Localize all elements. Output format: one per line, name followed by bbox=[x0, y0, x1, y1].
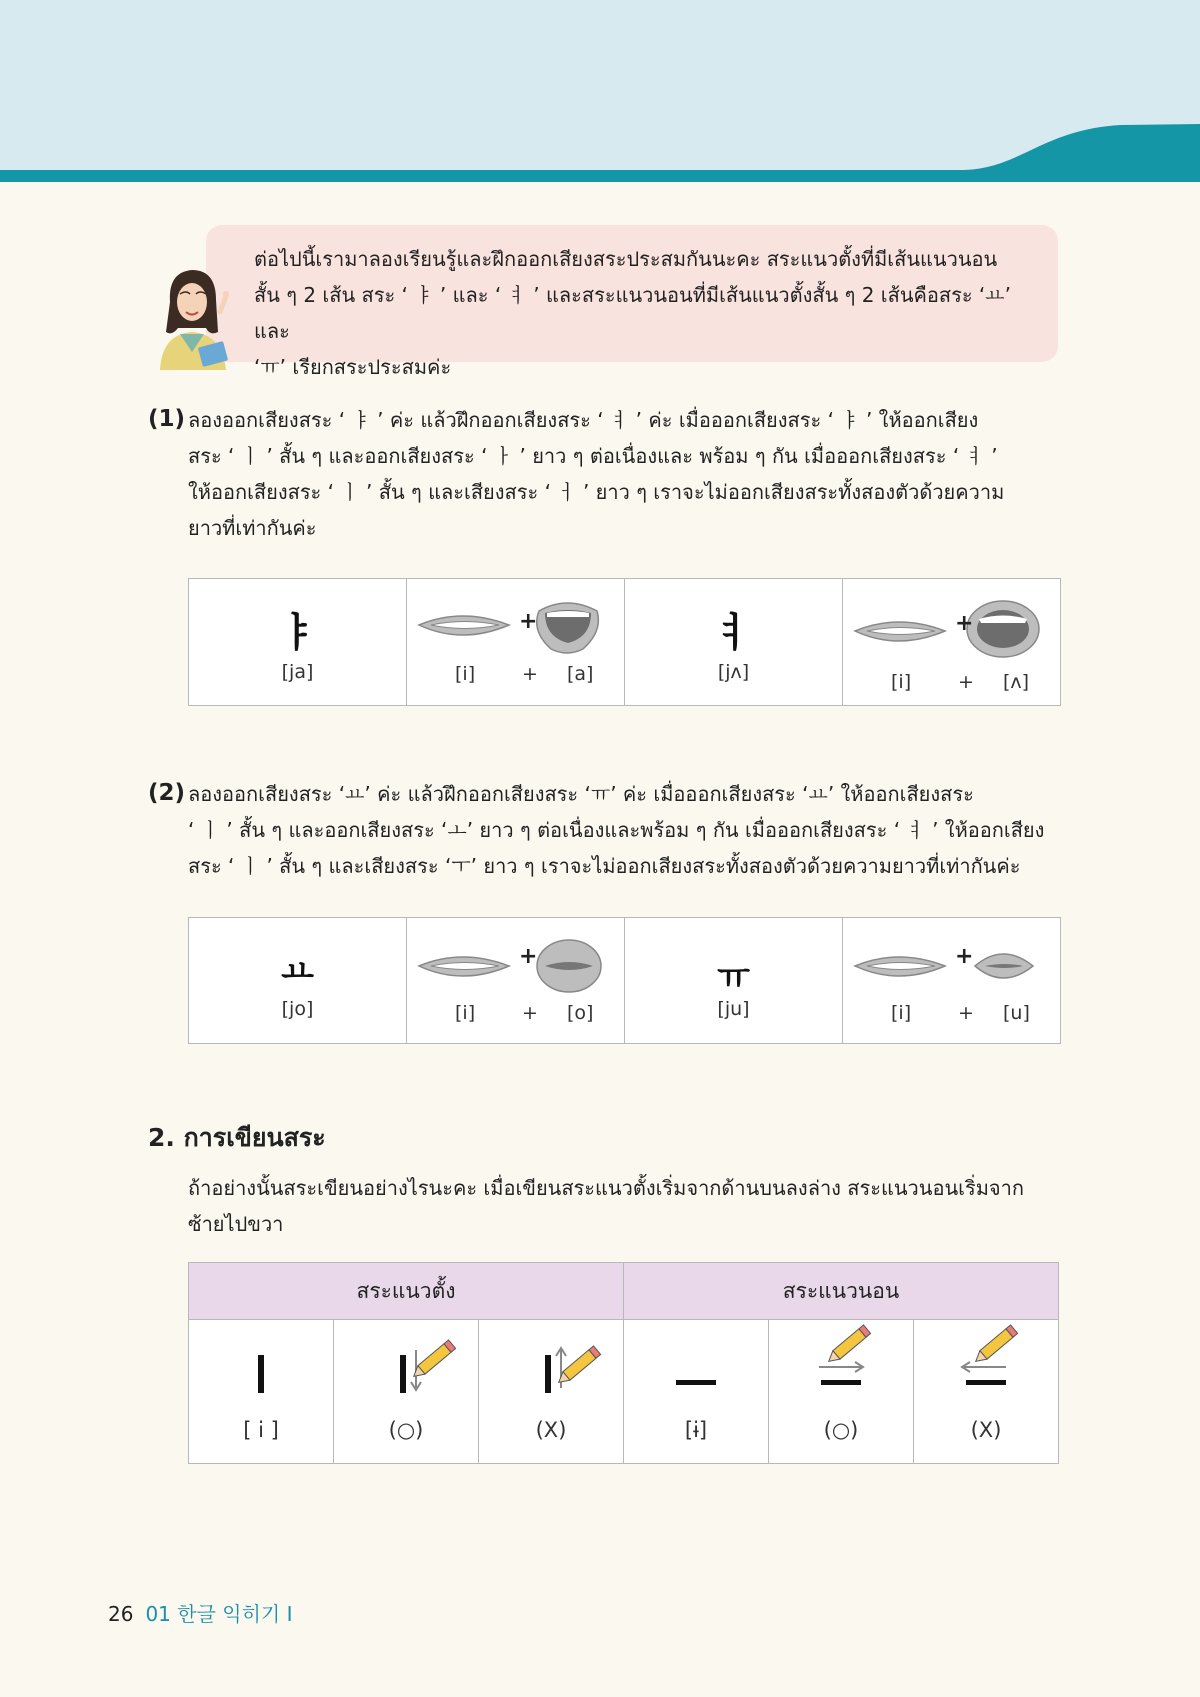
paragraph-line: ยาวที่เท่ากันค่ะ bbox=[188, 516, 317, 540]
ipa-second: [ʌ] bbox=[1003, 671, 1030, 693]
plus-sign: + bbox=[519, 944, 538, 969]
pencil-up-arrow-icon bbox=[479, 1320, 623, 1420]
plus-sign: + bbox=[955, 611, 974, 636]
mouth-combo-yeo bbox=[843, 579, 1061, 706]
writing-label: (○) bbox=[388, 1418, 424, 1442]
writing-text bbox=[188, 1170, 1088, 1242]
writing-cell-vertical-correct bbox=[334, 1320, 479, 1464]
vowel-ipa: [ju] bbox=[717, 998, 750, 1020]
pencil-right-arrow-icon bbox=[769, 1320, 913, 1420]
plus-sign: + bbox=[958, 1002, 974, 1024]
vowel-ipa: [jo] bbox=[281, 998, 314, 1020]
writing-cell-eu bbox=[624, 1320, 769, 1464]
plus-sign: + bbox=[519, 609, 538, 634]
mouth-shapes-icon bbox=[853, 597, 1053, 667]
vertical-stroke-icon bbox=[189, 1320, 333, 1420]
mouth-shapes-icon bbox=[417, 597, 617, 657]
ipa-first: [i] bbox=[455, 1002, 476, 1024]
mouth-shapes-icon bbox=[417, 938, 617, 998]
mouth-combo-yo bbox=[407, 918, 625, 1044]
section-1-text bbox=[188, 402, 1068, 546]
vowel-cell-ya bbox=[189, 579, 407, 706]
plus-sign: + bbox=[955, 944, 974, 969]
pencil-left-arrow-icon bbox=[914, 1320, 1058, 1420]
page-footer bbox=[108, 1598, 292, 1627]
vowel-glyph: ㅠ bbox=[717, 958, 750, 998]
section-1-number: (1) bbox=[148, 406, 186, 432]
intro-text bbox=[254, 241, 1044, 385]
vowel-cell-yu bbox=[625, 918, 843, 1044]
intro-line: ต่อไปนี้เรามาลองเรียนรู้และฝึกออกเสียงสระประสมกันนะคะ สระแนวตั้งที่มีเส้นแนวนอน bbox=[254, 247, 998, 271]
plus-sign: + bbox=[522, 663, 538, 685]
writing-label: (○) bbox=[823, 1418, 859, 1442]
vowel-ipa: [jʌ] bbox=[717, 661, 750, 683]
paragraph-line: สระ ‘ ㅣ ’ สั้น ๆ และเสียงสระ ‘ㅜ’ ยาว ๆ เราจะไม่ออกเสียงสระทั้งสองตัวด้วยความยาวที่เท่ากันค่ะ bbox=[188, 854, 1021, 878]
writing-cell-i bbox=[189, 1320, 334, 1464]
intro-line: ‘ㅠ’ เรียกสระประสมค่ะ bbox=[254, 355, 452, 379]
vowel-glyph: ㅕ bbox=[714, 610, 753, 656]
writing-label: [ɨ] bbox=[684, 1418, 708, 1442]
ipa-second: [u] bbox=[1003, 1002, 1030, 1024]
page-header-band bbox=[0, 0, 1200, 185]
ipa-second: [o] bbox=[567, 1002, 594, 1024]
writing-cell-horizontal-wrong bbox=[914, 1320, 1059, 1464]
intro-speech-bubble bbox=[206, 225, 1058, 379]
chapter-title: 01 한글 익히기 I bbox=[145, 1602, 293, 1626]
vowel-glyph: ㅛ bbox=[281, 952, 314, 992]
writing-label: (X) bbox=[970, 1418, 1002, 1442]
paragraph-line: ถ้าอย่างนั้นสระเขียนอย่างไรนะคะ เมื่อเขียนสระแนวตั้งเริ่มจากด้านบนลงล่าง สระแนวนอนเริ่มจาก bbox=[188, 1176, 1024, 1200]
section-2-text bbox=[188, 776, 1088, 884]
vowel-table-1 bbox=[188, 578, 1061, 706]
mouth-combo-ya bbox=[407, 579, 625, 706]
writing-label: [ i ] bbox=[243, 1418, 279, 1442]
ipa-first: [i] bbox=[891, 671, 912, 693]
ipa-second: [a] bbox=[567, 663, 594, 685]
vowel-cell-yeo bbox=[625, 579, 843, 706]
header-vertical-vowels: สระแนวตั้ง bbox=[189, 1263, 624, 1320]
paragraph-line: ลองออกเสียงสระ ‘ ㅑ ’ ค่ะ แล้วฝึกออกเสียงสระ ‘ ㅕ ’ ค่ะ เมื่อออกเสียงสระ ‘ ㅑ ’ ให้ออกเสียง bbox=[188, 408, 979, 432]
writing-label: (X) bbox=[535, 1418, 567, 1442]
paragraph-line: สระ ‘ ㅣ ’ สั้น ๆ และออกเสียงสระ ‘ ㅏ ’ ยาว ๆ ต่อเนื่องและ พร้อม ๆ กัน เมื่อออกเสียงสระ ‘ ㅕ ’ bbox=[188, 444, 998, 468]
plus-sign: + bbox=[522, 1002, 538, 1024]
writing-table bbox=[188, 1262, 1059, 1464]
section-heading: 2. การเขียนสระ bbox=[148, 1123, 326, 1152]
ipa-first: [i] bbox=[455, 663, 476, 685]
paragraph-line: ‘ ㅣ ’ สั้น ๆ และออกเสียงสระ ‘ㅗ’ ยาว ๆ ต่อเนื่องและพร้อม ๆ กัน เมื่อออกเสียงสระ ‘ ㅕ ’ ให้ออกเสียง bbox=[188, 818, 1045, 842]
horizontal-stroke-icon bbox=[624, 1320, 768, 1420]
mouth-combo-yu bbox=[843, 918, 1061, 1044]
intro-line: สั้น ๆ 2 เส้น สระ ‘ ㅑ ’ และ ‘ ㅕ ’ และสระแนวนอนที่มีเส้นแนวตั้งสั้น ๆ 2 เส้นคือสระ ‘ㅛ’ และ bbox=[254, 283, 1011, 343]
vowel-cell-yo bbox=[189, 918, 407, 1044]
page-number: 26 bbox=[108, 1602, 134, 1626]
paragraph-line: ให้ออกเสียงสระ ‘ ㅣ ’ สั้น ๆ และเสียงสระ ‘ ㅓ ’ ยาว ๆ เราจะไม่ออกเสียงสระทั้งสองตัวด้วยความ bbox=[188, 480, 1005, 504]
paragraph-line: ซ้ายไปขวา bbox=[188, 1212, 284, 1236]
ipa-first: [i] bbox=[891, 1002, 912, 1024]
writing-cell-horizontal-correct bbox=[769, 1320, 914, 1464]
writing-cell-vertical-wrong bbox=[479, 1320, 624, 1464]
vowel-ipa: [ja] bbox=[281, 661, 314, 683]
teacher-illustration bbox=[150, 262, 242, 370]
mouth-shapes-icon bbox=[853, 938, 1053, 998]
vowel-glyph: ㅑ bbox=[278, 610, 317, 656]
paragraph-line: ลองออกเสียงสระ ‘ㅛ’ ค่ะ แล้วฝึกออกเสียงสระ ‘ㅠ’ ค่ะ เมื่อออกเสียงสระ ‘ㅛ’ ให้ออกเสียงสระ bbox=[188, 782, 974, 806]
section-2-number: (2) bbox=[148, 780, 186, 806]
pencil-down-arrow-icon bbox=[334, 1320, 478, 1420]
vowel-table-2 bbox=[188, 917, 1061, 1044]
plus-sign: + bbox=[958, 671, 974, 693]
header-horizontal-vowels: สระแนวนอน bbox=[624, 1263, 1059, 1320]
